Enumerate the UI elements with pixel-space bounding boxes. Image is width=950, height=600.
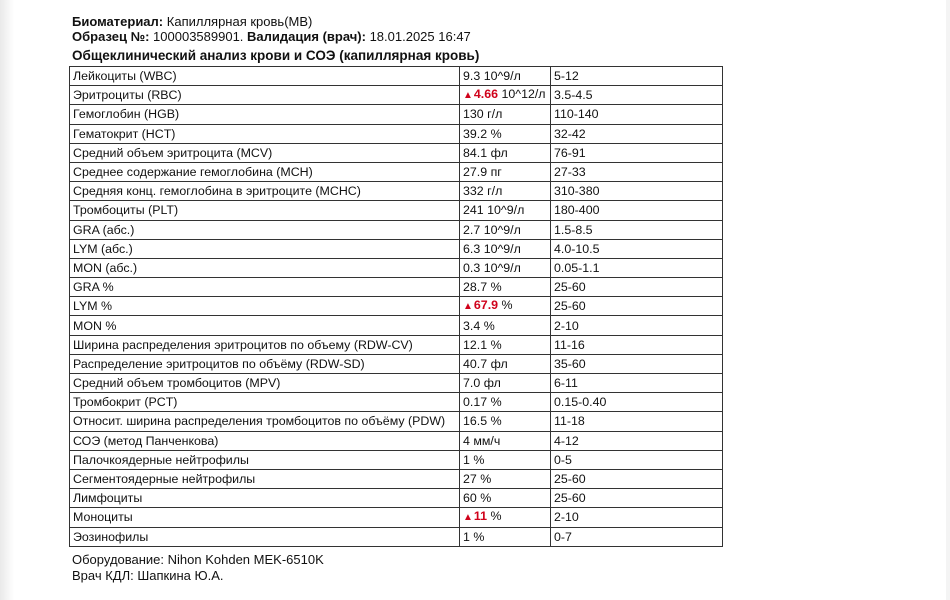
report-footer	[72, 552, 324, 584]
result-cell	[460, 105, 551, 124]
test-name-cell: Средний объем тромбоцитов (MPV)	[70, 374, 460, 393]
report-title: Общеклинический анализ крови и СОЭ (капиллярная кровь)	[72, 48, 480, 63]
test-name-cell: MON (абс.)	[70, 258, 460, 277]
validation-label: Валидация (врач):	[247, 29, 366, 44]
reference-range-cell: 5-12	[551, 67, 723, 86]
result-value: 1	[463, 452, 470, 467]
test-name-cell: LYM %	[70, 297, 460, 316]
result-cell	[460, 489, 551, 508]
result-cell	[460, 450, 551, 469]
test-name-cell: Гематокрит (HCT)	[70, 124, 460, 143]
test-name-cell: Распределение эритроцитов по объёму (RDW-SD)	[70, 354, 460, 373]
result-value: 12.1	[463, 337, 488, 352]
result-cell	[460, 374, 551, 393]
result-value: 7.0	[463, 376, 481, 391]
result-cell	[460, 278, 551, 297]
result-unit: 10^9/л	[483, 260, 521, 275]
test-name-cell: Тромбокрит (PCT)	[70, 393, 460, 412]
table-row	[70, 354, 723, 373]
reference-range-cell: 35-60	[551, 354, 723, 373]
reference-range-cell: 25-60	[551, 278, 723, 297]
equipment-line: Оборудование: Nihon Kohden MEK-6510K	[72, 552, 324, 567]
result-unit: 10^9/л	[483, 69, 521, 84]
reference-range-cell: 6-11	[551, 374, 723, 393]
doctor-line: Врач КДЛ: Шапкина Ю.А.	[72, 568, 224, 583]
reference-range-cell: 310-380	[551, 182, 723, 201]
test-name-cell: Моноциты	[70, 508, 460, 527]
reference-range-cell: 11-16	[551, 335, 723, 354]
result-cell	[460, 67, 551, 86]
result-value: 28.7	[463, 280, 488, 295]
result-cell	[460, 431, 551, 450]
test-name-cell: Гемоглобин (HGB)	[70, 105, 460, 124]
page-edge	[946, 0, 950, 600]
result-value: 11	[473, 509, 488, 524]
test-name-cell: LYM (абс.)	[70, 239, 460, 258]
test-name-cell: Эозинофилы	[70, 527, 460, 546]
result-unit: %	[480, 491, 492, 506]
result-value: 39.2	[463, 126, 488, 141]
table-row	[70, 412, 723, 431]
biomaterial-line	[72, 14, 471, 29]
table-row	[70, 124, 723, 143]
page-shadow	[0, 0, 14, 600]
result-value: 2.7	[463, 222, 481, 237]
result-cell	[460, 86, 551, 105]
result-unit: %	[490, 337, 502, 352]
result-cell	[460, 162, 551, 181]
reference-range-cell: 76-91	[551, 143, 723, 162]
table-row	[70, 316, 723, 335]
result-unit: %	[490, 395, 502, 410]
validation-value: 18.01.2025 16:47	[369, 29, 471, 44]
table-row	[70, 86, 723, 105]
result-cell	[460, 469, 551, 488]
table-row	[70, 201, 723, 220]
result-value: 16.5	[463, 414, 488, 429]
results-body	[70, 67, 723, 547]
reference-range-cell: 32-42	[551, 124, 723, 143]
result-cell	[460, 258, 551, 277]
table-row	[70, 67, 723, 86]
test-name-cell: GRA %	[70, 278, 460, 297]
test-name-cell: Средняя конц. гемоглобина в эритроците (MCHC)	[70, 182, 460, 201]
result-value: 3.4	[463, 318, 481, 333]
table-row	[70, 469, 723, 488]
table-row	[70, 162, 723, 181]
sample-label: Образец №:	[72, 29, 150, 44]
result-cell	[460, 124, 551, 143]
result-value: 6.3	[463, 241, 481, 256]
result-cell	[460, 220, 551, 239]
table-row	[70, 239, 723, 258]
reference-range-cell: 1.5-8.5	[551, 220, 723, 239]
report-header	[72, 14, 471, 44]
test-name-cell: Лейкоциты (WBC)	[70, 67, 460, 86]
result-unit: %	[490, 126, 502, 141]
result-unit: %	[490, 280, 502, 295]
reference-range-cell: 180-400	[551, 201, 723, 220]
result-value: 4.66	[473, 87, 499, 102]
test-name-cell: Ширина распределения эритроцитов по объему (RDW-CV)	[70, 335, 460, 354]
reference-range-cell: 27-33	[551, 162, 723, 181]
test-name-cell: Относит. ширина распределения тромбоцитов по объёму (PDW)	[70, 412, 460, 431]
table-row	[70, 508, 723, 527]
result-value: 332	[463, 184, 484, 199]
reference-range-cell: 0-7	[551, 527, 723, 546]
result-unit: %	[473, 452, 485, 467]
result-value: 241	[463, 203, 484, 218]
table-row	[70, 278, 723, 297]
reference-range-cell: 0-5	[551, 450, 723, 469]
reference-range-cell: 25-60	[551, 489, 723, 508]
result-unit: %	[483, 318, 495, 333]
result-unit: фл	[490, 356, 508, 371]
result-cell	[460, 335, 551, 354]
result-unit: 10^9/л	[483, 241, 521, 256]
result-value: 40.7	[463, 356, 488, 371]
biomaterial-label: Биоматериал:	[72, 14, 164, 29]
biomaterial-value: Капиллярная кровь(МВ)	[166, 14, 313, 29]
result-value: 60	[463, 491, 477, 506]
abnormal-flag	[463, 298, 498, 312]
result-unit: %	[490, 414, 502, 429]
sample-line	[72, 29, 471, 44]
result-value: 0.3	[463, 260, 481, 275]
reference-range-cell: 0.15-0.40	[551, 393, 723, 412]
table-row	[70, 450, 723, 469]
test-name-cell: Эритроциты (RBC)	[70, 86, 460, 105]
result-cell	[460, 143, 551, 162]
reference-range-cell: 2-10	[551, 508, 723, 527]
result-cell	[460, 393, 551, 412]
test-name-cell: Среднее содержание гемоглобина (MCH)	[70, 162, 460, 181]
test-name-cell: Лимфоциты	[70, 489, 460, 508]
result-value: 0.17	[463, 395, 488, 410]
up-triangle-icon: ▲	[463, 512, 473, 524]
result-cell	[460, 508, 551, 527]
table-row	[70, 258, 723, 277]
result-unit: г/л	[487, 184, 503, 199]
result-unit: мм/ч	[473, 433, 501, 448]
result-unit: 10^9/л	[483, 222, 521, 237]
result-cell	[460, 297, 551, 316]
test-name-cell: GRA (абс.)	[70, 220, 460, 239]
test-name-cell: Средний объем эритроцита (MCV)	[70, 143, 460, 162]
result-value: 9.3	[463, 69, 481, 84]
table-row	[70, 297, 723, 316]
reference-range-cell: 110-140	[551, 105, 723, 124]
reference-range-cell: 25-60	[551, 297, 723, 316]
test-name-cell: MON %	[70, 316, 460, 335]
table-row	[70, 393, 723, 412]
reference-range-cell: 11-18	[551, 412, 723, 431]
table-row	[70, 374, 723, 393]
result-unit: %	[490, 509, 502, 524]
result-value: 67.9	[473, 298, 499, 313]
reference-range-cell: 3.5-4.5	[551, 86, 723, 105]
result-unit: фл	[483, 376, 501, 391]
result-cell	[460, 201, 551, 220]
result-cell	[460, 527, 551, 546]
result-value: 84.1	[463, 145, 488, 160]
reference-range-cell: 2-10	[551, 316, 723, 335]
up-triangle-icon: ▲	[463, 301, 473, 313]
result-unit: г/л	[487, 107, 503, 122]
table-row	[70, 527, 723, 546]
sample-value: 100003589901.	[153, 29, 244, 44]
result-value: 130	[463, 107, 484, 122]
result-cell	[460, 239, 551, 258]
result-value: 27.9	[463, 165, 488, 180]
result-cell	[460, 182, 551, 201]
table-row	[70, 431, 723, 450]
table-row	[70, 335, 723, 354]
result-unit: %	[501, 298, 513, 313]
abnormal-flag	[463, 87, 498, 101]
abnormal-flag	[463, 509, 487, 523]
test-name-cell: СОЭ (метод Панченкова)	[70, 431, 460, 450]
test-name-cell: Палочкоядерные нейтрофилы	[70, 450, 460, 469]
table-row	[70, 489, 723, 508]
reference-range-cell: 0.05-1.1	[551, 258, 723, 277]
reference-range-cell: 4-12	[551, 431, 723, 450]
result-value: 27	[463, 472, 477, 487]
result-unit: 10^9/л	[487, 203, 525, 218]
reference-range-cell: 25-60	[551, 469, 723, 488]
table-row	[70, 220, 723, 239]
result-value: 4	[463, 433, 470, 448]
result-unit: %	[480, 472, 492, 487]
test-name-cell: Тромбоциты (PLT)	[70, 201, 460, 220]
up-triangle-icon: ▲	[463, 90, 473, 102]
result-value: 1	[463, 529, 470, 544]
table-row	[70, 143, 723, 162]
result-unit: 10^12/л	[501, 87, 546, 102]
result-unit: фл	[490, 145, 508, 160]
results-table	[69, 66, 723, 547]
table-row	[70, 105, 723, 124]
result-unit: пг	[490, 165, 502, 180]
result-cell	[460, 412, 551, 431]
table-row	[70, 182, 723, 201]
result-unit: %	[473, 529, 485, 544]
result-cell	[460, 316, 551, 335]
reference-range-cell: 4.0-10.5	[551, 239, 723, 258]
result-cell	[460, 354, 551, 373]
test-name-cell: Сегментоядерные нейтрофилы	[70, 469, 460, 488]
